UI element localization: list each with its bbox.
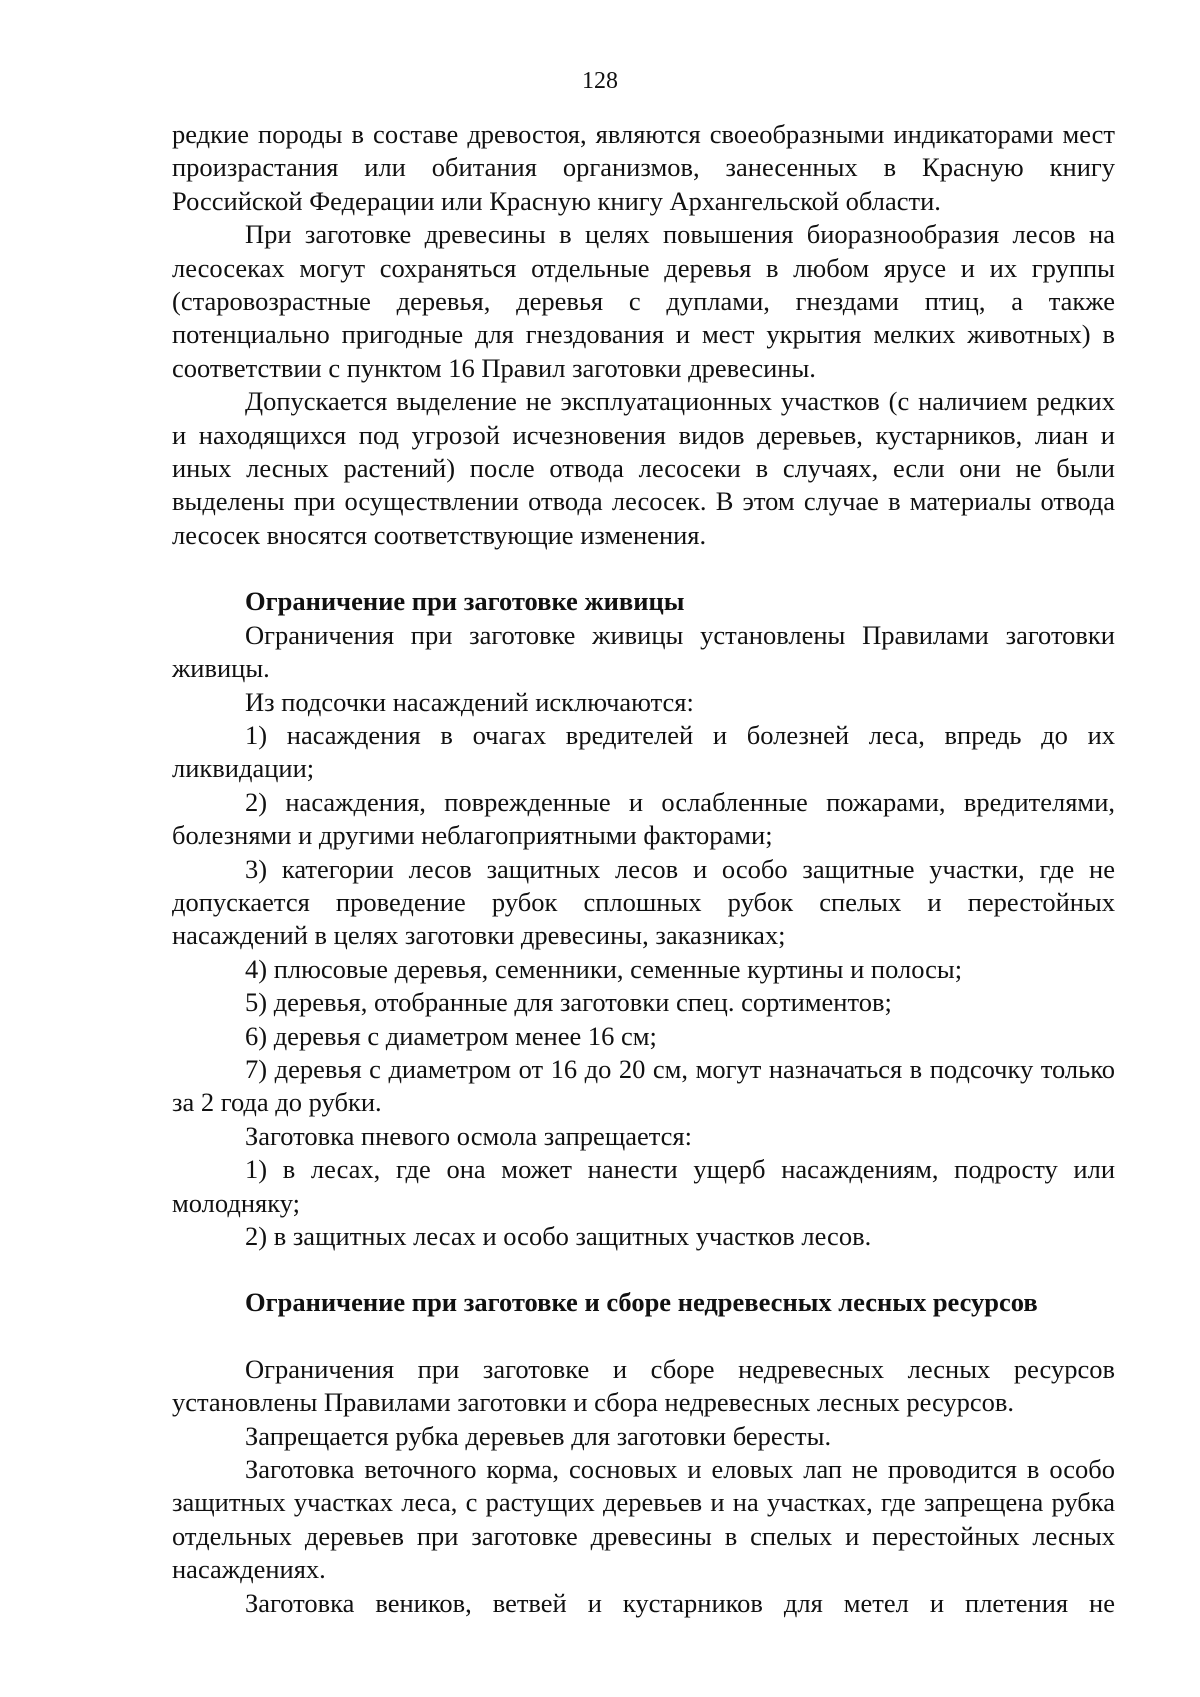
paragraph: Допускается выделение не эксплуатационных участков (с наличием редких и находящихся под угрозой исчезновения видов деревьев, кустарников, лиан и иных лесных растений) после отвода лесосеки в случаях, если они не были выделены при осуществлении отвода лесосек. В этом случае в материалы отвода лесосек вносятся соответствующие изменения.: [172, 386, 1115, 550]
list-item: 6) деревья с диаметром менее 16 см;: [245, 1020, 657, 1051]
section-heading-resin: Ограничение при заготовке живицы: [245, 586, 685, 617]
list-item: 1) в лесах, где она может нанести ущерб насаждениям, подросту или молодняку;: [172, 1154, 1115, 1218]
list-item: 5) деревья, отобранные для заготовки спец. сортиментов;: [245, 987, 892, 1018]
section-heading-nonwood: Ограничение при заготовке и сборе недревесных лесных ресурсов: [245, 1287, 1038, 1318]
list-item: 2) насаждения, поврежденные и ослабленные пожарами, вредителями, болезнями и другими неблагоприятными факторами;: [172, 786, 1115, 851]
list-item: 1) насаждения в очагах вредителей и болезней леса, впредь до их ликвидации;: [172, 719, 1115, 784]
paragraph: Запрещается рубка деревьев для заготовки бересты.: [245, 1420, 832, 1451]
paragraph: При заготовке древесины в целях повышения биоразнообразия лесов на лесосеках могут сохраняться отдельные деревья в любом ярусе и их группы (старовозрастные деревья, деревья с дуплами, гнездами птиц, а также потенциально пригодные для гнездования и мест укрытия мелких животных) в соответствии с пунктом 16 Правил заготовки древесины.: [172, 219, 1115, 383]
paragraph: редкие породы в составе древостоя, являются своеобразными индикаторами мест произрастания или обитания организмов, занесенных в Красную книгу Российской Федерации или Красную книгу Архангельской области.: [172, 119, 1115, 216]
list-item: 4) плюсовые деревья, семенники, семенные куртины и полосы;: [245, 953, 963, 984]
list-item: 2) в защитных лесах и особо защитных участков лесов.: [245, 1221, 872, 1251]
list-item: 7) деревья с диаметром от 16 до 20 см, могут назначаться в подсочку только за 2 года до рубки.: [172, 1053, 1115, 1118]
page-number: 128: [582, 68, 618, 94]
paragraph: Ограничения при заготовке и сборе недревесных лесных ресурсов установлены Правилами заготовки и сбора недревесных лесных ресурсов.: [172, 1353, 1115, 1418]
paragraph: Из подсочки насаждений исключаются:: [245, 686, 694, 717]
list-item: 3) категории лесов защитных лесов и особо защитные участки, где не допускается проведение рубок сплошных рубок спелых и перестойных насаждений в целях заготовки древесины, заказниках;: [172, 853, 1115, 951]
paragraph: Заготовка веточного корма, сосновых и еловых лап не проводится в особо защитных участках леса, с растущих деревьев и на участках, где запрещена рубка отдельных деревьев при заготовке древесины в спелых и перестойных лесных насаждениях.: [172, 1454, 1115, 1585]
paragraph: Заготовка веников, ветвей и кустарников для метел и плетения не: [245, 1587, 1115, 1618]
paragraph: Ограничения при заготовке живицы установлены Правилами заготовки живицы.: [172, 619, 1115, 684]
document-body: [172, 118, 1115, 1620]
paragraph: Заготовка пневого осмола запрещается:: [245, 1120, 692, 1151]
